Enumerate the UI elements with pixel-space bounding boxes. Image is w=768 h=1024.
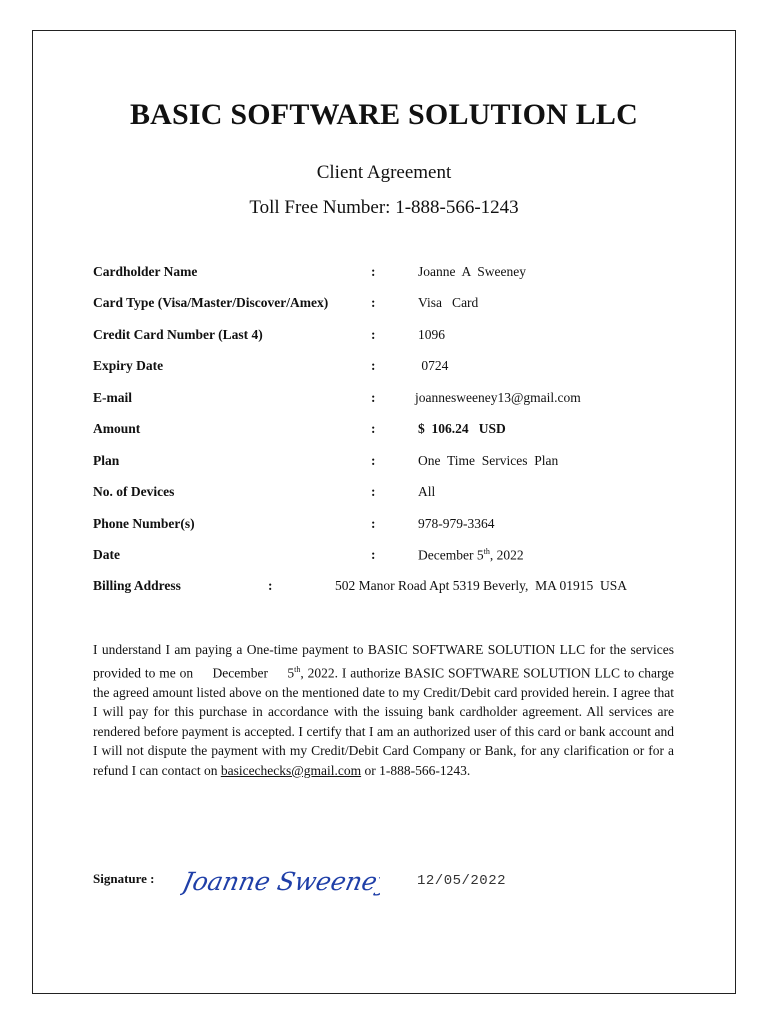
field-value: One Time Services Plan [418, 453, 559, 468]
date-year: , 2022 [489, 547, 524, 563]
field-label: No. of Devices [93, 484, 175, 499]
field-value: joannesweeney13@gmail.com [415, 390, 581, 405]
field-label: Card Type (Visa/Master/Discover/Amex) [93, 295, 329, 310]
date-main: December 5 [418, 547, 484, 563]
field-value: $ 106.24 USD [418, 421, 506, 436]
field-devices [93, 484, 693, 506]
company-title: BASIC SOFTWARE SOLUTION LLC [129, 98, 639, 131]
field-colon: : [371, 516, 376, 531]
field-value: Joanne A Sweeney [418, 264, 526, 279]
field-colon: : [371, 295, 376, 310]
document-title: Client Agreement [316, 162, 452, 183]
field-plan [93, 453, 693, 475]
field-amount [93, 421, 693, 443]
signature-script: Joanne Sweeney [180, 867, 380, 896]
field-label: Plan [93, 453, 120, 468]
field-colon: : [371, 358, 376, 373]
field-label: Credit Card Number (Last 4) [93, 327, 263, 342]
date-suffix: th [483, 547, 490, 556]
field-colon: : [371, 264, 376, 279]
field-cardholder-name [93, 264, 693, 286]
agreement-text-3: or 1-888-566-1243. [361, 762, 471, 778]
handwritten-signature [180, 858, 380, 904]
field-label: Expiry Date [93, 358, 164, 373]
signature-date: 12/05/2022 [417, 873, 507, 889]
field-colon: : [371, 547, 376, 562]
field-card-number [93, 327, 693, 349]
field-expiry-date [93, 358, 693, 380]
field-value: All [418, 484, 436, 499]
field-card-type [93, 295, 693, 317]
agreement-paragraph [93, 640, 678, 780]
agreement-text-1: I understand I am paying a One-time payment to BASIC SOFTWARE SOLUTION LLC for the services provided to me on December 5 [93, 642, 678, 680]
field-label: Date [93, 547, 120, 562]
field-colon: : [371, 484, 376, 499]
field-label: Billing Address [93, 578, 181, 593]
field-label: E-mail [93, 390, 132, 405]
field-value: Visa Card [418, 295, 479, 310]
field-label: Phone Number(s) [93, 516, 195, 531]
signature-drawing [180, 858, 380, 904]
field-label: Amount [93, 421, 141, 436]
field-value: 502 Manor Road Apt 5319 Beverly, MA 01915 USA [335, 578, 627, 593]
field-billing-address [93, 578, 693, 600]
field-colon: : [371, 390, 376, 405]
field-colon: : [268, 578, 273, 593]
agreement-text-2: , 2022. I authorize BASIC SOFTWARE SOLUTION LLC to charge the agreed amount listed above on the mentioned date to my Credit/Debit card provided herein. I agree that I will pay for this purchase in accordance with the issuing bank cardholder agreement. All services are rendered before payment is accepted. I certify that I am an authorized user of this card or bank account and I will not dispute the payment with my Credit/Debit Card Company or Bank, for any clarification or for a refund I can contact on [93, 665, 674, 778]
field-colon: : [371, 453, 376, 468]
field-value: 978-979-3364 [418, 516, 495, 531]
field-value: 0724 [418, 358, 449, 373]
signature-label: Signature : [93, 871, 155, 886]
field-email [93, 390, 693, 412]
field-label: Cardholder Name [93, 264, 198, 279]
field-value: 1096 [418, 327, 445, 342]
field-colon: : [371, 421, 376, 436]
toll-free-number: Toll Free Number: 1-888-566-1243 [249, 197, 519, 218]
support-email-link[interactable]: basicechecks@gmail.com [220, 762, 362, 778]
agreement-date-suffix: th [294, 664, 301, 674]
field-phone [93, 516, 693, 538]
field-date [93, 547, 693, 569]
field-value [418, 547, 524, 564]
field-colon: : [371, 327, 376, 342]
